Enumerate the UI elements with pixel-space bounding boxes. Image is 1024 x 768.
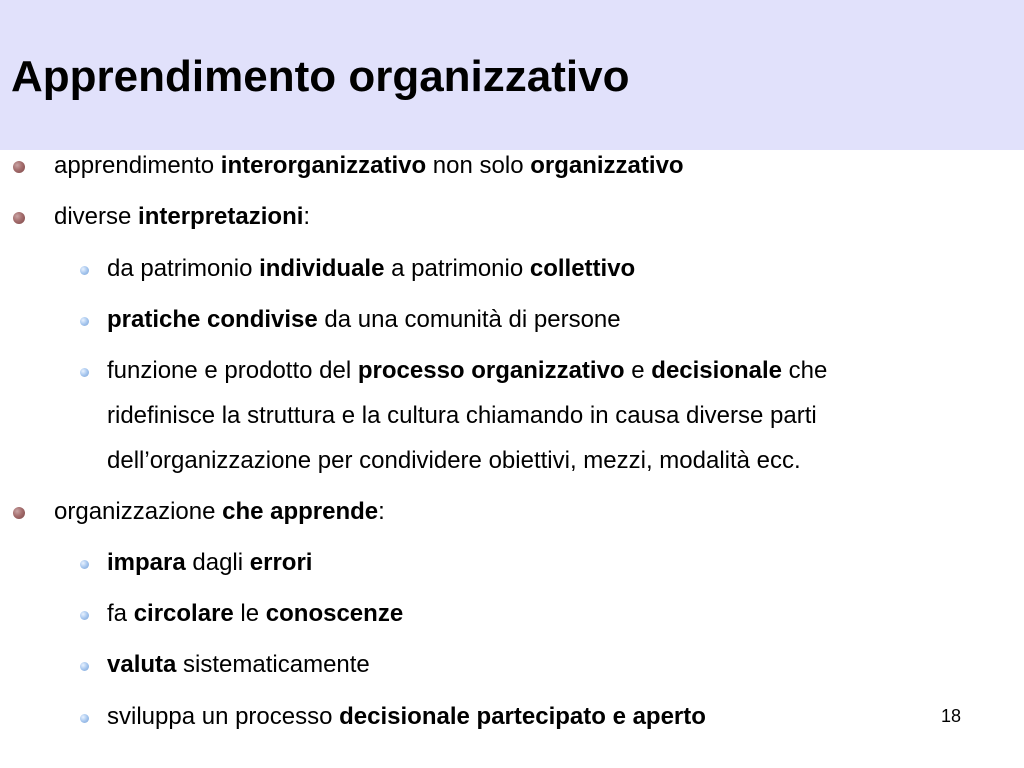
text-segment: organizzazione [54,498,223,525]
bullet-round-lightblue-icon [80,662,89,671]
text-segment: dagli [185,549,250,576]
bullet-round-lightblue-icon [80,317,89,326]
text-segment: non solo [426,152,531,179]
text-segment: ridefinisce la struttura e la cultura chiamando in causa diverse parti [107,402,817,429]
bold-text-segment: valuta [107,651,177,678]
text-segment: : [378,498,385,525]
text-segment: : [303,203,311,230]
slide-title: Apprendimento organizzativo [11,52,630,101]
bullet-item-level-1 [54,489,385,534]
bold-text-segment: impara [107,549,186,576]
bold-text-segment: decisionale partecipato e aperto [339,703,706,730]
text-segment: funzione e prodotto del [107,357,358,384]
bold-text-segment: interpretazioni [138,203,304,230]
bold-text-segment: che apprende [222,498,379,525]
text-segment: sistematicamente [176,651,370,678]
bullet-item-level-1 [54,143,684,188]
bullet-round-lightblue-icon [80,714,89,723]
text-segment: sviluppa un processo [107,703,340,730]
bold-text-segment: conoscenze [265,600,404,627]
bullet-item-level-2 [107,591,403,636]
bullet-item-level-2 [107,348,827,393]
bold-text-segment: organizzativo [530,152,684,179]
bullet-round-lightblue-icon [80,560,89,569]
bullet-item-level-2 [107,246,635,291]
bold-text-segment: circolare [133,600,234,627]
bold-text-segment: errori [249,549,313,576]
bold-text-segment: interorganizzativo [220,152,427,179]
bullet-round-mauve-icon [13,507,25,519]
bullet-item-level-1 [54,194,310,239]
bullet-round-mauve-icon [13,161,25,173]
text-segment: che [782,357,828,384]
text-segment: fa [107,600,134,627]
bold-text-segment: processo organizzativo [357,357,625,384]
text-segment: dell’organizzazione per condividere obiettivi, mezzi, modalità ecc. [107,447,801,474]
bullet-item-level-2 [107,540,312,585]
bullet-round-lightblue-icon [80,368,89,377]
text-segment: da una comunità di persone [317,306,621,333]
text-segment: diverse [54,203,139,230]
bullet-round-mauve-icon [13,212,25,224]
bold-text-segment: pratiche condivise [107,306,318,333]
bold-text-segment: individuale [259,255,385,282]
bullet-item-level-2 [107,694,706,739]
text-segment: a patrimonio [384,255,530,282]
bullet-round-lightblue-icon [80,611,89,620]
bold-text-segment: decisionale [651,357,783,384]
text-segment: da patrimonio [107,255,260,282]
bullet-round-lightblue-icon [80,266,89,275]
text-segment: e [624,357,652,384]
text-segment: apprendimento [54,152,221,179]
bullet-item-level-2 [107,297,621,342]
text-segment: le [233,600,266,627]
bullet-item-level-2 [107,642,370,687]
bold-text-segment: collettivo [529,255,636,282]
page-number: 18 [941,706,962,726]
bullet-item-continuation [107,393,817,438]
bullet-item-continuation [107,438,801,483]
